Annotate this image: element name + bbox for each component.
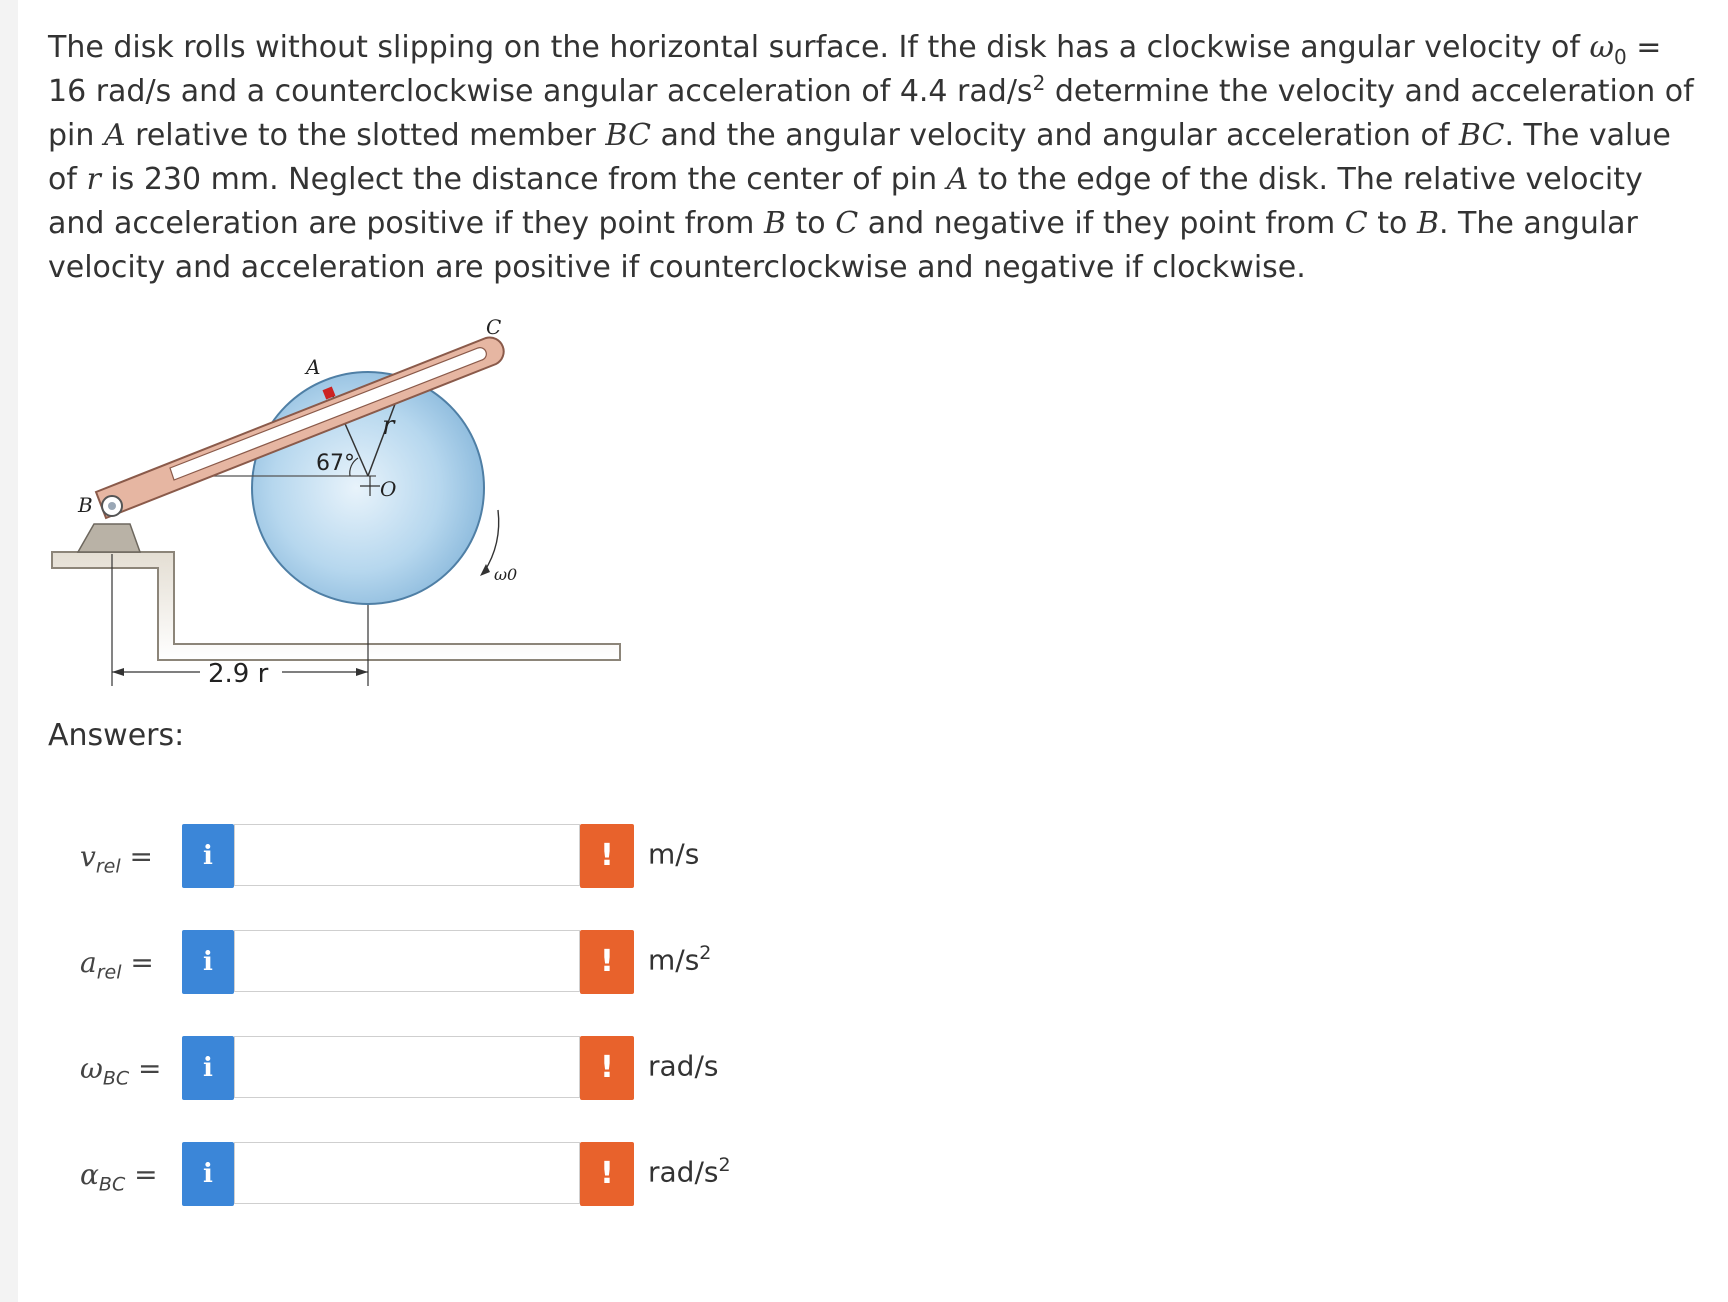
answer-row-alpha-bc [48, 1142, 788, 1208]
dimension-label: 2.9 r [208, 659, 269, 689]
arel-unit: $m/s^2$ [648, 942, 712, 977]
arel-label: $a_{rel}$ = [80, 946, 154, 984]
problem-text-1: The disk rolls without slipping on the horizontal surface. If the disk has a clockwise angular velocity of [48, 30, 1590, 65]
alpha-bc-unit: rad/$s^2$ [648, 1154, 731, 1189]
omega-bc-unit: rad/s [648, 1049, 719, 1083]
mechanism-figure [50, 315, 650, 710]
vrel-label: $v_{rel}$ = [80, 840, 153, 878]
warning-button-arel[interactable]: ! [580, 930, 634, 994]
dimension-arrow-right [356, 668, 368, 676]
omega-bc-input[interactable] [234, 1036, 580, 1098]
answer-row-arel [48, 930, 788, 996]
answer-row-vrel [48, 824, 788, 890]
info-button-arel[interactable]: i [182, 930, 234, 994]
answer-row-omega-bc [48, 1036, 788, 1102]
pin-B-center [108, 502, 116, 510]
alpha-bc-label: $\alpha_{BC}$ = [80, 1158, 158, 1196]
pivot-support [78, 524, 140, 552]
warning-button-vrel[interactable]: ! [580, 824, 634, 888]
page [18, 0, 1728, 1302]
label-B: B [78, 493, 93, 517]
r-value: 230 mm [143, 162, 270, 197]
omega-symbol: ω [1589, 30, 1614, 65]
omega-bc-label: $\omega_{BC}$ = [80, 1052, 162, 1090]
label-O: O [380, 477, 397, 501]
label-A: A [306, 355, 321, 379]
dimension-arrow-left [112, 668, 124, 676]
alpha-value: 4.4 rad/s [899, 74, 1033, 109]
omega-label: ω0 [494, 565, 518, 584]
info-button-omega-bc[interactable]: i [182, 1036, 234, 1100]
label-C: C [486, 315, 502, 339]
alpha-exponent: 2 [1032, 71, 1046, 95]
info-button-alpha-bc[interactable]: i [182, 1142, 234, 1206]
angle-label: 67° [316, 451, 355, 476]
alpha-bc-input[interactable] [234, 1142, 580, 1204]
answers-title: Answers: [48, 718, 185, 753]
omega-subscript: 0 [1613, 45, 1627, 69]
arel-input[interactable] [234, 930, 580, 992]
warning-button-omega-bc[interactable]: ! [580, 1036, 634, 1100]
problem-statement: The disk rolls without slipping on the horizontal surface. If the disk has a clockwise angular velocity of $\omega_0 = 16$ rad/s and a counterclockwise angular acceleration of 4.4 rad/$s^2$ determine the velocity and acceleration of pin A relative to the slotted member BC and the angular velocity and angular acceleration of BC. The value of r is 230 mm. Neglect the distance from the center of pin A to the edge of the disk. The relative velocity and acceleration are positive if they point from B to C and negative if they point from C to B. The angular velocity and acceleration are positive if counterclockwise and negative if clockwise. [48, 30, 1694, 285]
omega-arrowhead [480, 564, 490, 576]
vrel-input[interactable] [234, 824, 580, 886]
vrel-unit: m/s [648, 837, 700, 871]
info-button-vrel[interactable]: i [182, 824, 234, 888]
omega-value: 16 rad/s [48, 74, 172, 109]
omega-arrow [484, 510, 499, 572]
label-r: r [382, 411, 395, 441]
warning-button-alpha-bc[interactable]: ! [580, 1142, 634, 1206]
